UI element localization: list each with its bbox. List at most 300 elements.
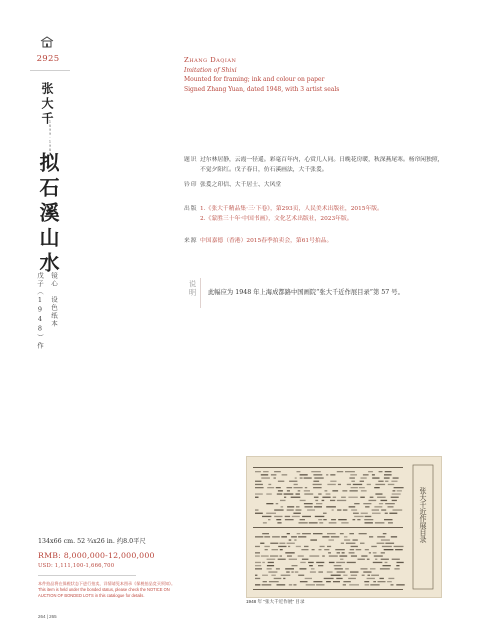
handwriting-mark bbox=[387, 581, 392, 582]
info-row-provenance bbox=[184, 236, 332, 246]
catalogue-title: 张大千近作展目录 bbox=[419, 487, 427, 543]
handwriting-mark bbox=[283, 578, 285, 579]
handwriting-mark bbox=[364, 519, 373, 520]
handwriting-mark bbox=[380, 578, 384, 579]
handwriting-mark bbox=[270, 543, 278, 544]
handwriting-mark bbox=[353, 513, 359, 514]
handwriting-mark bbox=[364, 581, 369, 582]
handwriting-mark bbox=[333, 497, 336, 498]
handwriting-mark bbox=[349, 533, 354, 534]
handwriting-mark bbox=[255, 578, 260, 579]
handwriting-mark bbox=[267, 568, 272, 569]
handwriting-mark bbox=[296, 509, 302, 510]
handwriting-mark bbox=[329, 539, 335, 540]
handwriting-mark bbox=[268, 484, 271, 485]
handwriting-mark bbox=[262, 584, 272, 585]
handwriting-mark bbox=[350, 571, 359, 572]
handwriting-mark bbox=[278, 490, 283, 491]
handwriting-mark bbox=[274, 578, 282, 579]
handwriting-mark bbox=[294, 487, 303, 488]
house-logo-icon bbox=[40, 36, 54, 48]
handwriting-mark bbox=[281, 536, 287, 537]
handwriting-mark bbox=[255, 568, 262, 569]
handwriting-mark bbox=[267, 559, 276, 560]
handwriting-mark bbox=[287, 543, 295, 544]
handwriting-mark bbox=[267, 487, 274, 488]
handwriting-mark bbox=[288, 546, 290, 547]
handwriting-mark bbox=[300, 477, 303, 478]
handwriting-mark bbox=[381, 500, 388, 501]
handwriting-mark bbox=[372, 477, 379, 478]
handwriting-mark bbox=[279, 543, 285, 544]
handwriting-mark bbox=[291, 497, 301, 498]
handwriting-mark bbox=[337, 500, 346, 501]
handwriting-mark bbox=[385, 513, 388, 514]
handwriting-mark bbox=[274, 477, 276, 478]
handwriting-mark bbox=[353, 484, 362, 485]
handwriting-mark bbox=[255, 575, 257, 576]
handwriting-mark bbox=[329, 522, 337, 523]
handwriting-mark bbox=[360, 543, 365, 544]
handwriting-mark bbox=[338, 519, 347, 520]
handwriting-mark bbox=[365, 516, 372, 517]
handwriting-mark bbox=[310, 571, 316, 572]
info-label bbox=[184, 214, 200, 224]
handwriting-mark bbox=[315, 500, 318, 501]
bonded-notice-en-2: AUCTION OF BONDED LOTS in this catalogue for details. bbox=[38, 593, 145, 599]
handwriting-mark bbox=[311, 568, 315, 569]
handwriting-mark bbox=[392, 493, 401, 494]
handwriting-mark bbox=[300, 474, 308, 475]
handwriting-mark bbox=[304, 503, 313, 504]
handwriting-mark bbox=[371, 575, 379, 576]
bonded-notice-cn: 本件拍品将在保税状态下进行拍卖，详情请见本图录《保税拍品竞买须知》。 bbox=[38, 581, 176, 586]
handwriting-mark bbox=[255, 481, 261, 482]
handwriting-mark bbox=[388, 522, 393, 523]
handwriting-mark bbox=[349, 552, 355, 553]
handwriting-mark bbox=[287, 533, 290, 534]
handwriting-mark bbox=[263, 522, 267, 523]
handwriting-mark bbox=[272, 536, 280, 537]
handwriting-mark bbox=[351, 481, 355, 482]
handwriting-mark bbox=[397, 562, 404, 563]
handwriting-mark bbox=[371, 546, 377, 547]
handwriting-mark bbox=[315, 516, 325, 517]
handwriting-mark bbox=[320, 546, 325, 547]
handwriting-mark bbox=[353, 519, 356, 520]
handwriting-mark bbox=[384, 477, 390, 478]
handwriting-mark bbox=[343, 509, 348, 510]
handwriting-mark bbox=[326, 581, 331, 582]
handwriting-mark bbox=[356, 549, 362, 550]
handwriting-mark bbox=[393, 509, 403, 510]
handwriting-mark bbox=[304, 493, 313, 494]
handwriting-mark bbox=[334, 565, 342, 566]
bonded-notice bbox=[38, 581, 238, 600]
handwriting-mark bbox=[266, 513, 276, 514]
handwriting-mark bbox=[324, 549, 329, 550]
handwriting-mark bbox=[313, 474, 322, 475]
handwriting-mark bbox=[384, 549, 394, 550]
handwriting-mark bbox=[340, 533, 344, 534]
handwriting-mark bbox=[358, 559, 365, 560]
handwriting-mark bbox=[363, 474, 369, 475]
handwriting-mark bbox=[296, 506, 300, 507]
handwriting-mark bbox=[361, 490, 367, 491]
handwriting-mark bbox=[255, 497, 259, 498]
handwriting-mark bbox=[327, 571, 333, 572]
handwriting-mark bbox=[255, 487, 264, 488]
handwriting-mark bbox=[337, 509, 341, 510]
handwriting-mark bbox=[309, 522, 318, 523]
handwriting-mark bbox=[318, 493, 321, 494]
handwriting-mark bbox=[369, 552, 371, 553]
handwriting-mark bbox=[318, 565, 323, 566]
handwriting-mark bbox=[375, 522, 385, 523]
handwriting-mark bbox=[378, 581, 386, 582]
handwriting-mark bbox=[377, 497, 386, 498]
info-text: 中国嘉德（香港）2015春季拍卖会，第61号拍品。 bbox=[200, 238, 333, 244]
handwriting-mark bbox=[266, 503, 273, 504]
handwriting-mark bbox=[341, 543, 344, 544]
info-label: 来源 bbox=[184, 238, 198, 244]
handwriting-mark bbox=[367, 578, 375, 579]
handwriting-mark bbox=[349, 584, 359, 585]
estimate-usd: USD: 1,111,100-1,666,700 bbox=[38, 563, 115, 569]
handwriting-mark bbox=[351, 575, 357, 576]
handwriting-mark bbox=[365, 549, 369, 550]
handwriting-mark bbox=[262, 575, 268, 576]
handwriting-mark bbox=[313, 484, 322, 485]
handwriting-mark bbox=[270, 555, 278, 556]
info-row-inscription bbox=[184, 155, 446, 175]
handwriting-mark bbox=[350, 549, 354, 550]
handwriting-mark bbox=[262, 533, 269, 534]
handwriting-mark bbox=[328, 552, 331, 553]
handwriting-mark bbox=[338, 484, 341, 485]
handwriting-mark bbox=[280, 555, 283, 556]
handwriting-mark bbox=[266, 493, 272, 494]
handwriting-mark bbox=[313, 487, 322, 488]
handwriting-mark bbox=[300, 519, 305, 520]
handwriting-mark bbox=[300, 500, 306, 501]
date-cn: 戊子（1948）作 bbox=[36, 272, 44, 350]
handwriting-mark bbox=[329, 562, 335, 563]
handwriting-mark bbox=[346, 543, 356, 544]
handwriting-mark bbox=[255, 562, 261, 563]
handwriting-mark bbox=[260, 543, 264, 544]
image-caption: 1948 年 “张大千近作展” 目录 bbox=[246, 599, 305, 604]
handwriting-mark bbox=[326, 474, 328, 475]
handwriting-mark bbox=[298, 490, 301, 491]
handwriting-mark bbox=[314, 477, 323, 478]
handwriting-mark bbox=[289, 559, 297, 560]
handwriting-mark bbox=[274, 516, 282, 517]
handwriting-mark bbox=[285, 516, 290, 517]
handwriting-mark bbox=[293, 513, 300, 514]
handwriting-mark bbox=[391, 584, 394, 585]
handwriting-mark bbox=[384, 474, 392, 475]
handwriting-mark bbox=[374, 506, 382, 507]
handwriting-mark bbox=[282, 474, 288, 475]
handwriting-mark bbox=[300, 562, 305, 563]
handwriting-mark bbox=[318, 571, 323, 572]
handwriting-mark bbox=[274, 471, 281, 472]
handwriting-mark bbox=[269, 581, 279, 582]
handwriting-mark bbox=[313, 533, 323, 534]
handwriting-mark bbox=[344, 539, 350, 540]
handwriting-mark bbox=[302, 516, 311, 517]
info-label: 题识 bbox=[184, 157, 198, 163]
handwriting-mark bbox=[284, 493, 294, 494]
handwriting-mark bbox=[297, 471, 301, 472]
handwriting-mark bbox=[374, 555, 383, 556]
catalogue-page-illustration bbox=[247, 457, 441, 597]
handwriting-mark bbox=[383, 565, 391, 566]
handwriting-mark bbox=[309, 565, 313, 566]
handwriting-mark bbox=[313, 481, 319, 482]
handwriting-mark bbox=[316, 584, 324, 585]
handwriting-mark bbox=[392, 500, 397, 501]
handwriting-mark bbox=[360, 481, 364, 482]
handwriting-mark bbox=[277, 522, 281, 523]
handwriting-mark bbox=[304, 490, 310, 491]
handwriting-mark bbox=[348, 578, 356, 579]
english-description bbox=[184, 56, 339, 94]
handwriting-mark bbox=[349, 506, 356, 507]
handwriting-mark bbox=[372, 513, 381, 514]
handwriting-mark bbox=[322, 500, 325, 501]
handwriting-mark bbox=[287, 506, 294, 507]
signed-en: Signed Zhang Yuan, dated 1948, with 3 artist seals bbox=[184, 85, 340, 93]
handwriting-mark bbox=[281, 506, 284, 507]
handwriting-mark bbox=[388, 484, 395, 485]
info-text: 张爰之印信、大千居士、大风堂 bbox=[200, 182, 282, 188]
handwriting-mark bbox=[392, 559, 400, 560]
handwriting-mark bbox=[347, 562, 356, 563]
info-label: 出版 bbox=[184, 206, 198, 212]
handwriting-mark bbox=[369, 536, 373, 537]
handwriting-mark bbox=[368, 471, 373, 472]
handwriting-mark bbox=[313, 581, 322, 582]
handwriting-mark bbox=[372, 509, 379, 510]
handwriting-mark bbox=[357, 519, 360, 520]
handwriting-mark bbox=[345, 568, 349, 569]
handwriting-mark bbox=[330, 500, 335, 501]
handwriting-mark bbox=[276, 519, 281, 520]
handwriting-mark bbox=[255, 552, 260, 553]
handwriting-mark bbox=[324, 578, 334, 579]
handwriting-mark bbox=[255, 584, 260, 585]
handwriting-mark bbox=[306, 584, 315, 585]
handwriting-mark bbox=[274, 509, 283, 510]
handwriting-mark bbox=[363, 571, 371, 572]
handwriting-mark bbox=[276, 487, 281, 488]
note-label: 说明 bbox=[188, 280, 197, 297]
handwriting-mark bbox=[264, 546, 269, 547]
handwriting-mark bbox=[396, 565, 399, 566]
handwriting-mark bbox=[373, 552, 377, 553]
handwriting-mark bbox=[262, 516, 271, 517]
handwriting-mark bbox=[278, 559, 286, 560]
handwriting-mark bbox=[374, 487, 380, 488]
handwriting-mark bbox=[267, 565, 274, 566]
handwriting-mark bbox=[295, 477, 297, 478]
handwriting-mark bbox=[322, 497, 330, 498]
handwriting-mark bbox=[255, 513, 263, 514]
handwriting-mark bbox=[365, 584, 370, 585]
handwriting-mark bbox=[351, 509, 357, 510]
handwriting-mark bbox=[292, 516, 300, 517]
handwriting-mark bbox=[255, 536, 263, 537]
handwriting-mark bbox=[337, 571, 346, 572]
note-text: 此幅应为 1948 年上海成都路中国画院“张大千近作展目录”第 57 号。 bbox=[208, 289, 404, 296]
handwriting-mark bbox=[308, 562, 314, 563]
handwriting-mark bbox=[289, 584, 292, 585]
handwriting-mark bbox=[393, 490, 396, 491]
handwriting-mark bbox=[322, 555, 325, 556]
handwriting-mark bbox=[323, 519, 326, 520]
handwriting-mark bbox=[255, 484, 263, 485]
handwriting-mark bbox=[326, 493, 331, 494]
lot-number: 2925 bbox=[36, 54, 60, 64]
handwriting-mark bbox=[255, 493, 263, 494]
handwriting-mark bbox=[365, 522, 373, 523]
handwriting-mark bbox=[302, 533, 311, 534]
handwriting-mark bbox=[318, 519, 322, 520]
handwriting-mark bbox=[335, 568, 343, 569]
handwriting-mark bbox=[263, 471, 269, 472]
handwriting-mark bbox=[287, 509, 294, 510]
handwriting-mark bbox=[327, 533, 336, 534]
handwriting-mark bbox=[363, 503, 371, 504]
handwriting-mark bbox=[310, 539, 317, 540]
medium-en: Mounted for framing; ink and colour on paper bbox=[184, 76, 325, 83]
handwriting-mark bbox=[384, 519, 393, 520]
handwriting-mark bbox=[293, 584, 296, 585]
handwriting-mark bbox=[295, 571, 299, 572]
exhibition-catalogue-photo bbox=[246, 456, 442, 598]
handwriting-mark bbox=[375, 559, 377, 560]
handwriting-mark bbox=[359, 487, 365, 488]
handwriting-mark bbox=[261, 477, 270, 478]
handwriting-mark bbox=[255, 546, 260, 547]
handwriting-mark bbox=[385, 543, 394, 544]
handwriting-mark bbox=[309, 555, 319, 556]
handwriting-mark bbox=[361, 513, 368, 514]
divider bbox=[38, 575, 136, 576]
estimate-rmb: RMB: 8,000,000-12,000,000 bbox=[38, 551, 155, 560]
handwriting-mark bbox=[272, 549, 279, 550]
handwriting-mark bbox=[298, 575, 304, 576]
handwriting-mark bbox=[359, 533, 367, 534]
handwriting-mark bbox=[255, 555, 260, 556]
handwriting-mark bbox=[385, 562, 388, 563]
handwriting-mark bbox=[311, 471, 321, 472]
handwriting-mark bbox=[361, 555, 367, 556]
handwriting-mark bbox=[354, 503, 359, 504]
handwriting-mark bbox=[332, 490, 338, 491]
handwriting-mark bbox=[381, 559, 389, 560]
handwriting-mark bbox=[329, 555, 338, 556]
handwriting-mark bbox=[325, 490, 328, 491]
handwriting-mark bbox=[276, 568, 280, 569]
handwriting-mark bbox=[327, 546, 331, 547]
handwriting-mark bbox=[395, 549, 403, 550]
handwriting-mark bbox=[268, 562, 274, 563]
medium-cn: 镜心 设色纸本 bbox=[50, 272, 58, 328]
handwriting-mark bbox=[381, 509, 386, 510]
handwriting-mark bbox=[323, 513, 327, 514]
handwriting-mark bbox=[265, 549, 268, 550]
handwriting-mark bbox=[289, 539, 292, 540]
handwriting-mark bbox=[378, 481, 383, 482]
work-title-en: Imitation of Shixi bbox=[184, 66, 237, 74]
handwriting-mark bbox=[369, 500, 377, 501]
handwriting-mark bbox=[331, 536, 339, 537]
handwriting-mark bbox=[255, 509, 259, 510]
handwriting-mark bbox=[255, 471, 261, 472]
handwriting-mark bbox=[344, 536, 347, 537]
handwriting-mark bbox=[394, 546, 404, 547]
handwriting-mark bbox=[388, 578, 394, 579]
handwriting-mark bbox=[375, 484, 385, 485]
handwriting-mark bbox=[377, 543, 385, 544]
handwriting-mark bbox=[322, 536, 329, 537]
handwriting-mark bbox=[297, 533, 301, 534]
handwriting-mark bbox=[285, 552, 294, 553]
handwriting-mark bbox=[299, 522, 308, 523]
handwriting-mark bbox=[341, 522, 348, 523]
handwriting-mark bbox=[262, 562, 265, 563]
info-text: 2.《蒙胜三十年·中国书画》，文化艺术出版社，2023年版。 bbox=[200, 216, 353, 222]
handwriting-mark bbox=[336, 578, 342, 579]
handwriting-mark bbox=[300, 568, 307, 569]
handwriting-mark bbox=[271, 474, 277, 475]
handwriting-mark bbox=[291, 536, 297, 537]
handwriting-mark bbox=[286, 571, 290, 572]
info-row-publication bbox=[184, 204, 383, 214]
handwriting-mark bbox=[343, 584, 346, 585]
handwriting-mark bbox=[336, 562, 345, 563]
handwriting-mark bbox=[373, 581, 376, 582]
handwriting-mark bbox=[314, 506, 322, 507]
note-divider bbox=[200, 278, 201, 308]
handwriting-mark bbox=[373, 562, 383, 563]
handwriting-mark bbox=[379, 503, 383, 504]
page-numbers: 264 | 265 bbox=[38, 614, 57, 619]
handwriting-mark bbox=[370, 568, 376, 569]
handwriting-mark bbox=[330, 481, 336, 482]
handwriting-mark bbox=[335, 549, 345, 550]
handwriting-mark bbox=[319, 549, 322, 550]
handwriting-mark bbox=[331, 575, 341, 576]
handwriting-mark bbox=[348, 497, 357, 498]
bonded-notice-en-1: This item is held under the bonded status, please check the NOTICE ON bbox=[38, 587, 170, 593]
handwriting-mark bbox=[264, 536, 270, 537]
handwriting-mark bbox=[381, 539, 390, 540]
handwriting-mark bbox=[263, 581, 267, 582]
handwriting-mark bbox=[296, 493, 300, 494]
handwriting-mark bbox=[289, 481, 297, 482]
info-row-seals bbox=[184, 180, 281, 190]
handwriting-mark bbox=[396, 584, 404, 585]
handwriting-mark bbox=[268, 571, 277, 572]
handwriting-mark bbox=[277, 493, 282, 494]
handwriting-mark bbox=[397, 490, 402, 491]
handwriting-mark bbox=[292, 565, 298, 566]
handwriting-mark bbox=[277, 584, 286, 585]
